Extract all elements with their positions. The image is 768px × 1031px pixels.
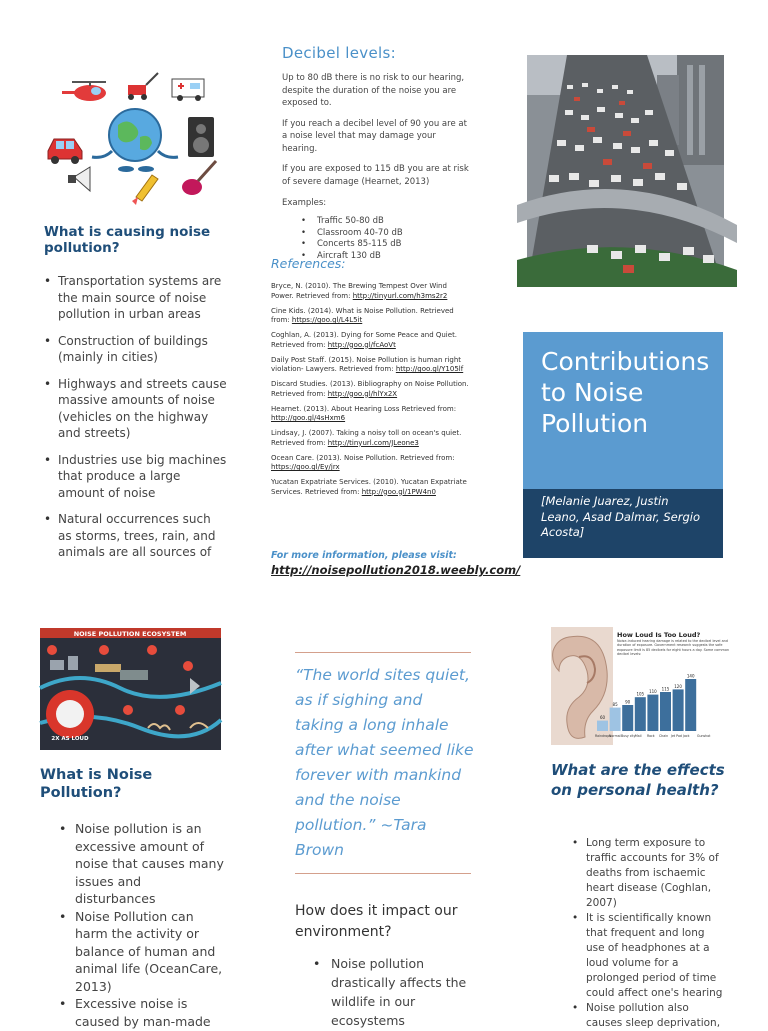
what-is-heading: What is Noise Pollution? xyxy=(40,767,153,801)
list-item: • Transportation systems are the main source of noise pollution in urban areas xyxy=(58,273,228,323)
infographic-loud-label: 2X AS LOUD xyxy=(51,736,89,742)
decibel-bar-label: 140 xyxy=(686,673,695,679)
reference-text: Discard Studies. (2013). Bibliography on Noise Pollution. Retrieved from: xyxy=(271,380,469,398)
reference-text: Hearnet. (2013). About Hearing Loss Retrieved from: xyxy=(271,404,457,413)
paragraph: If you reach a decibel level of 90 you are at a noise level that may damage your hearing. xyxy=(282,118,467,154)
list-item: • Noise Pollution can harm the activity or balance of human and animal life (OceanCare, 2013) xyxy=(75,908,225,996)
decibel-bar-label: 85 xyxy=(612,702,618,708)
cover-title: Contributions to Noise Pollution xyxy=(541,347,710,438)
traffic-jam-photo xyxy=(527,55,724,287)
reference-link[interactable]: https://goo.gl/Ey/jrx xyxy=(271,463,340,471)
list-item: • It is scientifically known that frequent and long use of headphones at a loud volume for a prolonged period of time could affect one's hearing xyxy=(586,911,726,1001)
reference-text: Ocean Care. (2013). Noise Pollution. Retrieved from: xyxy=(271,453,455,462)
svg-text:Rock: Rock xyxy=(647,734,655,738)
reference-item xyxy=(271,380,471,399)
reference-link[interactable]: http://tinyurl.com/JLeone3 xyxy=(327,438,419,447)
list-item: • Highways and streets cause massive amounts of noise (vehicles on the highway and streets) xyxy=(58,376,228,442)
decibel-bar xyxy=(673,689,684,731)
decibel-heading: Decibel levels: xyxy=(282,44,396,62)
examples-label: Examples: xyxy=(282,198,327,208)
list-item: • Excessive noise is caused by man-made xyxy=(75,995,225,1030)
lawnmower-icon xyxy=(128,73,158,100)
ambulance-icon xyxy=(172,79,204,101)
cover-title-box xyxy=(523,332,723,489)
reference-text: Cine Kids. (2014). What is Noise Pollution. Retrieved from: xyxy=(271,306,454,324)
list-item: • Construction of buildings (mainly in cities) xyxy=(58,333,228,366)
reference-item xyxy=(271,331,471,350)
reference-link[interactable]: http://tinyurl.com/h3ms2r2 xyxy=(352,291,448,300)
reference-item xyxy=(271,307,471,326)
authors-box xyxy=(523,489,723,558)
list-item: • Natural occurrences such as storms, trees, rain, and animals are all sources of xyxy=(58,511,228,561)
reference-link[interactable]: http://goo.gl/1PW4n0 xyxy=(361,487,436,496)
examples-box xyxy=(282,197,472,261)
location-pin-icon xyxy=(47,645,57,655)
svg-text:Busy city: Busy city xyxy=(621,734,636,738)
guitar-icon xyxy=(182,161,216,195)
list-item: • Noise pollution drastically affects the wildlife in our ecosystems xyxy=(331,954,471,1030)
noise-ecosystem-infographic xyxy=(40,628,221,750)
decibel-bar-label: 110 xyxy=(649,689,657,695)
references-list xyxy=(271,282,471,503)
reference-text: Lindsay, J. (2007). Taking a noisy toll on ocean's quiet. Retrieved from: xyxy=(271,429,462,447)
svg-text:Chain: Chain xyxy=(659,734,669,738)
paragraph: Up to 80 dB there is no risk to our hearing, despite the duration of the noise you are exposed to. xyxy=(282,73,465,108)
causing-heading: What is causing noise pollution? xyxy=(44,224,211,256)
svg-text:Jack: Jack xyxy=(683,734,690,738)
authors-text: [Melanie Juarez, Justin Leano, Asad Dalmar, Sergio Acosta] xyxy=(541,494,700,539)
how-loud-infographic xyxy=(551,627,734,745)
infographic-caption: Noise-induced hearing damage is related to the decibel level and duration of exposure. Government research suggests the safe exposure limit is 85 decibels for eight hours a day. Some common decibel levels: xyxy=(617,639,730,657)
speaker-icon xyxy=(188,117,214,157)
megaphone-icon xyxy=(68,167,90,191)
car-icon xyxy=(48,139,82,164)
rocket-icon xyxy=(132,175,158,205)
website-link[interactable]: http://noisepollution2018.weebly.com/ xyxy=(271,563,521,577)
divider xyxy=(295,873,471,874)
svg-text:Raindrops: Raindrops xyxy=(595,734,611,738)
impact-heading: How does it impact our environment? xyxy=(295,903,458,940)
decibel-bar-label: 90 xyxy=(625,699,631,705)
decibel-bar-label: 60 xyxy=(599,715,606,721)
decibel-bar xyxy=(635,697,646,731)
list-item: • Long term exposure to traffic accounts for 3% of deaths from ischaemic heart disease (Coghlan, 2007) xyxy=(586,836,726,911)
infographic-banner: NOISE POLLUTION ECOSYSTEM xyxy=(73,630,187,638)
reference-item xyxy=(271,478,471,497)
reference-item xyxy=(271,429,471,448)
reference-item xyxy=(271,282,471,301)
reference-text: Bryce, N. (2010). The Brewing Tempest Over Wind Power. Retrieved from: xyxy=(271,282,447,300)
decibel-bar xyxy=(647,695,658,731)
helicopter-icon xyxy=(62,82,106,101)
list-item: • Noise pollution also causes sleep deprivation, xyxy=(586,1001,726,1031)
decibel-bar xyxy=(622,705,633,731)
what-is-list xyxy=(75,820,225,1030)
location-pin-icon xyxy=(99,645,109,655)
decibel-bar-label: 115 xyxy=(661,686,670,692)
decibel-bar xyxy=(597,721,608,731)
divider xyxy=(295,652,471,653)
reference-text: Yucatan Expatriate Services. (2010). Yucatan Expatriate Services. Retrieved from: xyxy=(271,478,467,496)
reference-item xyxy=(271,454,471,473)
location-pin-icon xyxy=(147,645,157,655)
location-pin-icon xyxy=(123,705,133,715)
reference-text: Coghlan, A. (2013). Dying for Some Peace and Quiet. Retrieved from: xyxy=(271,331,458,349)
reference-link[interactable]: https://goo.gl/L4L5it xyxy=(291,316,363,324)
svg-text:Mail: Mail xyxy=(635,734,642,738)
reference-link[interactable]: http://goo.gl/fcAoVt xyxy=(327,340,396,349)
decibel-bar-label: 105 xyxy=(636,691,645,697)
reference-link[interactable]: http://goo.gl/4sHxm6 xyxy=(271,414,346,422)
decibel-bar xyxy=(610,708,621,731)
more-info-label: For more information, please visit: xyxy=(271,550,457,561)
infographic-title: How Loud Is Too Loud? xyxy=(617,631,701,639)
location-pin-icon xyxy=(183,661,193,671)
list-item: • Aircraft 130 dB xyxy=(317,251,472,263)
location-pin-icon xyxy=(175,705,185,715)
reference-link[interactable]: http://goo.gl/Y105lf xyxy=(395,365,464,373)
globe-icon xyxy=(92,109,178,172)
noise-sources-clipart xyxy=(40,65,230,205)
decibel-text xyxy=(282,72,472,196)
reference-item xyxy=(271,356,471,375)
svg-text:Gunshot: Gunshot xyxy=(697,734,711,738)
effects-list xyxy=(586,836,726,1031)
svg-text:Normal: Normal xyxy=(609,734,621,738)
references-heading: References: xyxy=(271,256,346,271)
list-item: • Noise pollution is an excessive amount of noise that causes many issues and disturbances xyxy=(75,820,225,908)
reference-item xyxy=(271,405,471,424)
svg-text:Jet Pod: Jet Pod xyxy=(671,734,682,738)
reference-text: Daily Post Staff. (2015). Noise Pollution is human right violation- Lawyers. Retrieved from: xyxy=(271,355,462,373)
paragraph: If you are exposed to 115 dB you are at risk of severe damage (Hearnet, 2013) xyxy=(282,164,469,187)
effects-heading: What are the effects on personal health? xyxy=(551,761,725,799)
list-item: • Concerts 85-115 dB xyxy=(317,239,472,251)
impact-list xyxy=(331,954,471,1030)
decibel-bar-label: 120 xyxy=(674,683,682,689)
list-item: • Classroom 40-70 dB xyxy=(317,228,472,240)
pull-quote: “The world sites quiet, as if sighing and taking a long inhale after what seemed like forever with mankind and the noise pollution.” ~Tara Brown xyxy=(295,666,474,859)
causing-list xyxy=(58,273,228,571)
decibel-bar xyxy=(685,679,696,731)
decibel-bar xyxy=(660,692,671,731)
reference-link[interactable]: http://goo.gl/hlYx2X xyxy=(327,389,398,398)
list-item: • Traffic 50-80 dB xyxy=(317,216,472,228)
list-item: • Industries use big machines that produce a large amount of noise xyxy=(58,452,228,502)
